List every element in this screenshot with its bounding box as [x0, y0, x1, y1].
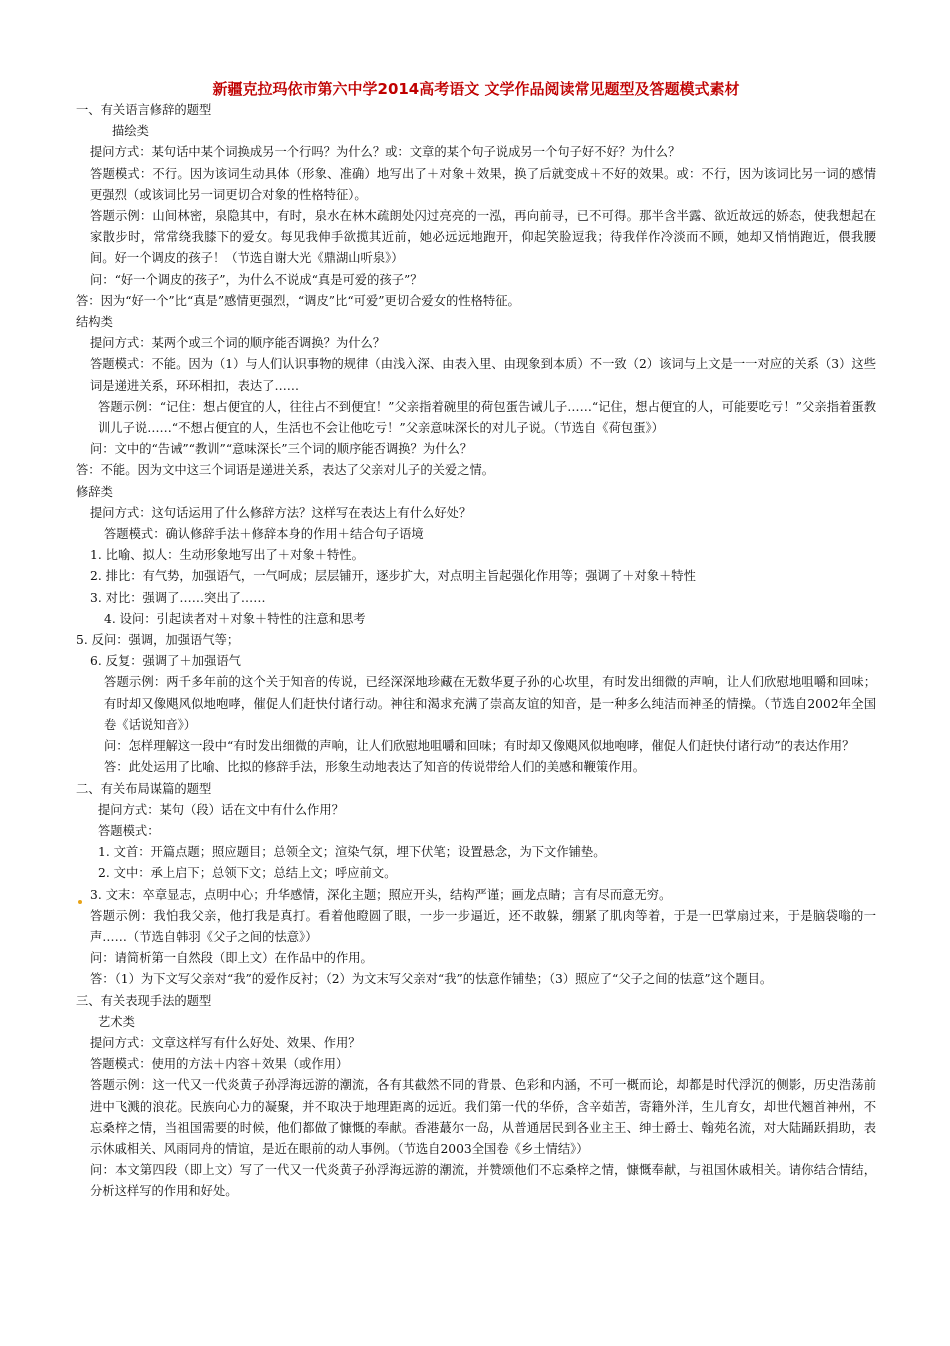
text-line: 问：本文第四段（即上文）写了一代又一代炎黄子孙浮海远游的潮流，并赞颂他们不忘桑梓之情，慷慨奉献，与祖国休戚相关。请你结合情结，分析这样写的作用和好处。 [90, 1163, 876, 1199]
text-line: 3. 对比：强调了……突出了…… [90, 590, 266, 605]
text-line: 6. 反复：强调了＋加强语气 [90, 654, 241, 669]
text-line: 答题模式：不能。因为（1）与人们认识事物的规律（由浅入深、由表入里、由现象到本质）不一致（2）该词与上文是一一对应的关系（3）这些词是递进关系，环环相扣，表达了…… [90, 357, 876, 393]
text-line: 答题示例：“记住：想占便宜的人，往往占不到便宜！”父亲指着碗里的荷包蛋告诫儿子……“记住，想占便宜的人，可能要吃亏！”父亲指着蛋教训儿子说……“不想占便宜的人，生活也不会让他吃亏！”父亲意味深长的对儿子说。（节选自《荷包蛋》） [98, 399, 876, 436]
text-line: 答题示例：山间林密，泉隐其中，有时，泉水在林木疏朗处闪过亮亮的一泓，再向前寻，已不可得。那半含半露、欲近故远的娇态，使我想起在家散步时，常常绕我膝下的爱女。每见我伸手欲揽其近前，她必远远地跑开，仰起笑脸逗我；待我佯作冷淡而不顾，她却又悄悄跑近，偎我腰间。好一个调皮的孩子！（节选自谢大光《鼎湖山听泉》） [90, 209, 876, 266]
text-line: 三、有关表现手法的题型 [76, 993, 212, 1008]
text-line: 答：（1）为下文写父亲对“我”的爱作反衬；（2）为文末写父亲对“我”的怯意作铺垫；（3）照应了“父子之间的怯意”这个题目。 [90, 972, 773, 987]
text-line: 3. 文末：卒章显志，点明中心；升华感情，深化主题；照应开头，结构严谨；画龙点睛；言有尽而意无穷。 [90, 887, 672, 902]
text-line: 答题示例：我怕我父亲，他打我是真打。看着他瞪圆了眼，一步一步逼近，还不敢躲，绷紧了肌肉等着，于是一巴掌扇过来，于是脑袋嗡的一声……（节选自韩羽《父子之间的怯意》） [90, 908, 876, 944]
text-line: 1. 比喻、拟人：生动形象地写出了＋对象＋特性。 [90, 548, 364, 563]
text-line: 答：不能。因为文中这三个词语是递进关系，表达了父亲对儿子的关爱之情。 [76, 463, 495, 478]
text-line: 提问方式：某两个或三个词的顺序能否调换？为什么？ [90, 336, 386, 351]
text-line: 问：“好一个调皮的孩子”，为什么不说成“真是可爱的孩子”？ [90, 272, 423, 287]
text-line: 答题模式：使用的方法＋内容＋效果（或作用） [90, 1057, 349, 1072]
text-line: 1. 文首：开篇点题；照应题目；总领全文；渲染气氛，埋下伏笔；设置悬念，为下文作铺垫。 [98, 845, 606, 860]
document-body [76, 100, 876, 1203]
text-line: 提问方式：文章这样写有什么好处、效果、作用？ [90, 1035, 361, 1050]
text-line: 艺术类 [98, 1014, 135, 1029]
text-line: 答题示例：这一代又一代炎黄子孙浮海远游的潮流，各有其截然不同的背景、色彩和内涵，不可一概而论，却都是时代浮沉的侧影，历史浩荡前进中飞溅的浪花。民族向心力的凝聚，并不取决于地理距离的远近。我们第一代的华侨，含辛茹苦，寄籍外洋，生儿育女，却世代翘首神州，不忘桑梓之情，当祖国需要的时候，他们都做了慷慨的奉献。香港蕞尔一岛，从普通居民到各业主王、绅士爵士、翰苑名流，对大陆踊跃捐助，表示休戚相关、风雨同舟的情谊，是近在眼前的动人事例。（节选自2003全国卷《乡土情结》） [90, 1078, 876, 1156]
text-line: 问：文中的“告诫”“教训”“意味深长”三个词的顺序能否调换？为什么？ [90, 442, 473, 457]
text-line: 答题模式：确认修辞手法＋修辞本身的作用＋结合句子语境 [104, 527, 424, 542]
text-line: 修辞类 [76, 484, 113, 499]
text-line: 二、有关布局谋篇的题型 [76, 781, 212, 796]
text-line: 4. 设问：引起读者对＋对象＋特性的注意和思考 [104, 611, 366, 626]
text-line: 答：此处运用了比喻、比拟的修辞手法，形象生动地表达了知音的传说带给人们的美感和鞭策作用。 [104, 760, 646, 775]
document-page [76, 78, 876, 1203]
text-line: 提问方式：这句话运用了什么修辞方法？这样写在表达上有什么好处？ [90, 505, 472, 520]
text-line: 答题示例：两千多年前的这个关于知音的传说，已经深深地珍藏在无数华夏子孙的心坎里，有时发出细微的声响，让人们欣慰地咀嚼和回味；有时却又像飓风似地咆哮，催促人们赶快付诸行动。神往和渴求充满了崇高友谊的知音，是一种多么纯洁而神圣的情操。（节选自2002年全国卷《话说知音》） [104, 675, 876, 732]
text-line: 5. 反问：强调，加强语气等； [76, 633, 240, 648]
text-line: 描绘类 [112, 124, 149, 139]
text-line: 一、有关语言修辞的题型 [76, 103, 212, 117]
orange-dot-mark [78, 900, 82, 904]
text-line: 提问方式：某句话中某个词换成另一个行吗？为什么？或：文章的某个句子说成另一个句子好不好？为什么？ [90, 145, 681, 160]
text-line: 问：请简析第一自然段（即上文）在作品中的作用。 [90, 951, 373, 966]
text-line: 答题模式： [98, 823, 160, 838]
text-line: 问：怎样理解这一段中“有时发出细微的声响，让人们欣慰地咀嚼和回味；有时却又像飓风似地咆哮，催促人们赶快付诸行动”的表达作用？ [104, 739, 855, 754]
text-line: 结构类 [76, 315, 113, 330]
text-line: 2. 排比：有气势，加强语气，一气呵成；层层铺开，逐步扩大，对点明主旨起强化作用等；强调了＋对象＋特性 [90, 569, 696, 584]
text-line: 答：因为“好一个”比“真是”感情更强烈，“调皮”比“可爱”更切合爱女的性格特征。 [76, 293, 520, 308]
text-line: 2. 文中：承上启下；总领下文；总结上文；呼应前文。 [98, 866, 397, 881]
document-title: 新疆克拉玛依市第六中学2014高考语文 文学作品阅读常见题型及答题模式素材 [212, 80, 740, 98]
text-line: 答题模式：不行。因为该词生动具体（形象、准确）地写出了＋对象＋效果，换了后就变成＋不好的效果。或：不行，因为该词比另一词的感情更强烈（或该词比另一词更切合对象的性格特征）。 [90, 166, 876, 202]
text-line: 提问方式：某句（段）话在文中有什么作用？ [98, 802, 344, 817]
